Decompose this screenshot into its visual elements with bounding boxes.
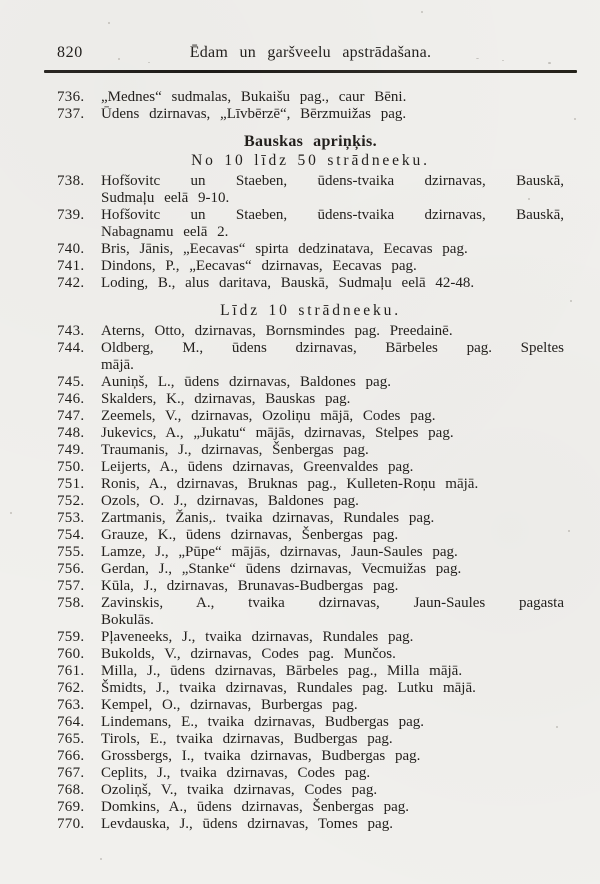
directory-entry bbox=[57, 459, 564, 476]
worker-count-heading: No 10 līdz 50 strādneeku. bbox=[191, 152, 430, 169]
entry-text-line: Hofšovitc un Staeben, ūdens-tvaika dzirnavas, Bauskā, bbox=[101, 173, 564, 189]
directory-entry bbox=[57, 408, 564, 425]
paper-speck bbox=[574, 118, 576, 120]
entry-text-line: Oldberg, M., ūdens dzirnavas, Bārbeles pag. Speltes bbox=[101, 340, 564, 356]
entry-text-line: Loding, B., alus daritava, Bauskā, Sudmaļu eelā 42-48. bbox=[101, 275, 475, 291]
directory-entry bbox=[57, 527, 564, 544]
entry-number: 736. bbox=[57, 89, 85, 105]
entry-text-line: Kūla, J., dzirnavas, Brunavas-Budbergas pag. bbox=[101, 578, 399, 594]
entry-text bbox=[101, 595, 564, 629]
directory-entry bbox=[57, 323, 564, 340]
entry-number: 760. bbox=[57, 646, 85, 662]
entry-text bbox=[101, 663, 564, 680]
entry-text bbox=[101, 442, 564, 459]
entry-text bbox=[101, 173, 564, 207]
paper-speck bbox=[100, 858, 102, 860]
entry-number: 744. bbox=[57, 340, 85, 356]
page-number: 820 bbox=[57, 44, 83, 61]
entry-text-line: Bukolds, V., dzirnavas, Codes pag. Munčos. bbox=[101, 646, 396, 662]
directory-entry bbox=[57, 561, 564, 578]
entry-number: 750. bbox=[57, 459, 85, 475]
directory-entry bbox=[57, 275, 564, 292]
directory-entry bbox=[57, 578, 564, 595]
entry-number: 753. bbox=[57, 510, 85, 526]
entry-text-line: Bris, Jānis, „Eecavas“ spirta dedzinatava, Eecavas pag. bbox=[101, 241, 468, 257]
entry-number: 752. bbox=[57, 493, 85, 509]
directory-entry bbox=[57, 258, 564, 275]
directory-entry bbox=[57, 207, 564, 241]
directory-entry bbox=[57, 544, 564, 561]
entry-number: 757. bbox=[57, 578, 85, 594]
running-header bbox=[57, 44, 564, 65]
entry-number: 751. bbox=[57, 476, 85, 492]
entry-text-line: Pļaveneeks, J., tvaika dzirnavas, Rundales pag. bbox=[101, 629, 414, 645]
entry-text-line: Bokulās. bbox=[101, 612, 154, 628]
directory-entry bbox=[57, 374, 564, 391]
header-rule bbox=[44, 70, 577, 73]
directory-entry bbox=[57, 425, 564, 442]
entry-number: 764. bbox=[57, 714, 85, 730]
entry-text-line: Traumanis, J., dzirnavas, Šenbergas pag. bbox=[101, 442, 369, 458]
entry-text bbox=[101, 561, 564, 578]
entry-text-line: Gerdan, J., „Stanke“ ūdens dzirnavas, Vecmuižas pag. bbox=[101, 561, 462, 577]
entry-text-line: Aterns, Otto, dzirnavas, Bornsmindes pag. Preedainē. bbox=[101, 323, 453, 339]
directory-entry bbox=[57, 697, 564, 714]
entry-text-line: Lamze, J., „Pūpe“ mājās, dzirnavas, Jaun-Saules pag. bbox=[101, 544, 458, 560]
directory-entry bbox=[57, 680, 564, 697]
directory-entry bbox=[57, 663, 564, 680]
directory-entry bbox=[57, 476, 564, 493]
entry-text-line: Nabagnamu eelā 2. bbox=[101, 224, 229, 240]
entry-number: 766. bbox=[57, 748, 85, 764]
entry-text bbox=[101, 816, 564, 833]
entry-text bbox=[101, 408, 564, 425]
entry-text bbox=[101, 374, 564, 391]
entry-number: 746. bbox=[57, 391, 85, 407]
entry-text-line: Zeemels, V., dzirnavas, Ozoliņu mājā, Codes pag. bbox=[101, 408, 436, 424]
entry-number: 748. bbox=[57, 425, 85, 441]
entry-number: 749. bbox=[57, 442, 85, 458]
entry-text-line: Zartmanis, Žanis,. tvaika dzirnavas, Rundales pag. bbox=[101, 510, 435, 526]
entry-number: 747. bbox=[57, 408, 85, 424]
entry-text bbox=[101, 425, 564, 442]
entry-text bbox=[101, 697, 564, 714]
leading-entries-list bbox=[57, 89, 564, 123]
entry-text bbox=[101, 340, 564, 374]
entry-text bbox=[101, 544, 564, 561]
entry-text-line: Šmidts, J., tvaika dzirnavas, Rundales pag. Lutku mājā. bbox=[101, 680, 476, 696]
entry-text bbox=[101, 680, 564, 697]
entry-text bbox=[101, 782, 564, 799]
paper-speck bbox=[568, 530, 570, 532]
entry-text-line: Tirols, E., tvaika dzirnavas, Budbergas pag. bbox=[101, 731, 393, 747]
entry-text-line: Skalders, K., dzirnavas, Bauskas pag. bbox=[101, 391, 351, 407]
directory-entry bbox=[57, 765, 564, 782]
entry-text bbox=[101, 799, 564, 816]
entry-number: 756. bbox=[57, 561, 85, 577]
entry-number: 740. bbox=[57, 241, 85, 257]
district-title: Bauskas apriņķis. bbox=[244, 133, 377, 150]
directory-entry bbox=[57, 106, 564, 123]
paper-speck bbox=[108, 22, 110, 24]
entry-text bbox=[101, 714, 564, 731]
worker-count-group bbox=[57, 301, 564, 833]
entry-text bbox=[101, 493, 564, 510]
entry-text bbox=[101, 258, 564, 275]
worker-count-heading: Līdz 10 strādneeku. bbox=[220, 302, 401, 319]
entry-text-line: Leijerts, A., ūdens dzirnavas, Greenvaldes pag. bbox=[101, 459, 414, 475]
entry-text bbox=[101, 241, 564, 258]
entry-text-line: Ūdens dzirnavas, „Līvbērzē“, Bērzmuižas pag. bbox=[101, 106, 407, 122]
worker-count-group bbox=[57, 151, 564, 292]
entry-text bbox=[101, 89, 564, 106]
paper-speck bbox=[556, 726, 558, 728]
directory-entry bbox=[57, 748, 564, 765]
entry-text-line: Ozoliņš, V., tvaika dzirnavas, Codes pag. bbox=[101, 782, 378, 798]
directory-entry bbox=[57, 89, 564, 106]
directory-entry bbox=[57, 391, 564, 408]
entry-number: 759. bbox=[57, 629, 85, 645]
entry-text-line: Ronis, A., dzirnavas, Bruknas pag., Kulleten-Roņu mājā. bbox=[101, 476, 479, 492]
paper-speck bbox=[570, 300, 572, 302]
entry-text-line: Ozols, O. J., dzirnavas, Baldones pag. bbox=[101, 493, 359, 509]
paper-speck bbox=[10, 512, 12, 514]
paper-speck bbox=[118, 58, 120, 60]
entry-text bbox=[101, 578, 564, 595]
entry-text bbox=[101, 731, 564, 748]
entry-text bbox=[101, 275, 564, 292]
entry-text-line: Zavinskis, A., tvaika dzirnavas, Jaun-Saules pagasta bbox=[101, 595, 564, 611]
directory-entry bbox=[57, 782, 564, 799]
entry-number: 768. bbox=[57, 782, 85, 798]
entries-list bbox=[57, 173, 564, 292]
entry-number: 741. bbox=[57, 258, 85, 274]
directory-entry bbox=[57, 646, 564, 663]
entry-text bbox=[101, 765, 564, 782]
paper-speck bbox=[421, 11, 423, 13]
entry-text bbox=[101, 391, 564, 408]
directory-entry bbox=[57, 510, 564, 527]
entry-number: 761. bbox=[57, 663, 85, 679]
entry-text-line: Domkins, A., ūdens dzirnavas, Šenbergas pag. bbox=[101, 799, 410, 815]
directory-entry bbox=[57, 731, 564, 748]
entry-number: 763. bbox=[57, 697, 85, 713]
entry-text-line: Lindemans, E., tvaika dzirnavas, Budbergas pag. bbox=[101, 714, 424, 730]
entry-number: 742. bbox=[57, 275, 85, 291]
entry-number: 767. bbox=[57, 765, 85, 781]
entry-text-line: Grossbergs, I., tvaika dzirnavas, Budbergas pag. bbox=[101, 748, 421, 764]
entry-text-line: Ceplits, J., tvaika dzirnavas, Codes pag. bbox=[101, 765, 371, 781]
entry-number: 755. bbox=[57, 544, 85, 560]
directory-entry bbox=[57, 799, 564, 816]
entry-number: 765. bbox=[57, 731, 85, 747]
paper-speck bbox=[528, 198, 530, 200]
entry-text-line: Auniņš, L., ūdens dzirnavas, Baldones pag. bbox=[101, 374, 391, 390]
paper-speck bbox=[476, 58, 479, 59]
entry-number: 754. bbox=[57, 527, 85, 543]
entry-text bbox=[101, 629, 564, 646]
district-groups bbox=[57, 151, 564, 833]
directory-entry bbox=[57, 173, 564, 207]
directory-entry bbox=[57, 629, 564, 646]
entry-number: 738. bbox=[57, 173, 85, 189]
directory-entry bbox=[57, 442, 564, 459]
entry-number: 745. bbox=[57, 374, 85, 390]
entry-text bbox=[101, 646, 564, 663]
entry-number: 769. bbox=[57, 799, 85, 815]
entry-text-line: Milla, J., ūdens dzirnavas, Bārbeles pag., Milla mājā. bbox=[101, 663, 463, 679]
page-title: Ēdam un garšveelu apstrādašana. bbox=[189, 44, 432, 61]
entry-text-line: „Mednes“ sudmalas, Bukaišu pag., caur Bēni. bbox=[101, 89, 407, 105]
entry-number: 762. bbox=[57, 680, 85, 696]
directory-entry bbox=[57, 595, 564, 629]
entries-list bbox=[57, 323, 564, 833]
entry-text bbox=[101, 510, 564, 527]
entry-number: 758. bbox=[57, 595, 85, 611]
entry-number: 737. bbox=[57, 106, 85, 122]
entry-text-line: mājā. bbox=[101, 357, 134, 373]
entry-text-line: Grauze, K., ūdens dzirnavas, Šenbergas pag. bbox=[101, 527, 399, 543]
entry-text-line: Hofšovitc un Staeben, ūdens-tvaika dzirnavas, Bauskā, bbox=[101, 207, 564, 223]
entry-text bbox=[101, 106, 564, 123]
entry-number: 743. bbox=[57, 323, 85, 339]
entry-text-line: Levdauska, J., ūdens dzirnavas, Tomes pag. bbox=[101, 816, 393, 832]
entry-text bbox=[101, 748, 564, 765]
paper-speck bbox=[548, 62, 551, 64]
entry-text bbox=[101, 323, 564, 340]
entry-text bbox=[101, 476, 564, 493]
paper-speck bbox=[502, 60, 504, 61]
directory-entry bbox=[57, 816, 564, 833]
entry-text bbox=[101, 527, 564, 544]
paper-speck bbox=[148, 62, 150, 63]
entry-text-line: Kempel, O., dzirnavas, Burbergas pag. bbox=[101, 697, 358, 713]
entry-text bbox=[101, 459, 564, 476]
directory-entry bbox=[57, 714, 564, 731]
entry-text-line: Sudmaļu eelā 9-10. bbox=[101, 190, 230, 206]
page-content bbox=[57, 44, 564, 833]
entry-text-line: Jukevics, A., „Jukatu“ mājās, dzirnavas, Stelpes pag. bbox=[101, 425, 454, 441]
entry-text bbox=[101, 207, 564, 241]
directory-entry bbox=[57, 340, 564, 374]
directory-entry bbox=[57, 493, 564, 510]
entry-number: 739. bbox=[57, 207, 85, 223]
entry-number: 770. bbox=[57, 816, 85, 832]
entry-text-line: Dindons, P., „Eecavas“ dzirnavas, Eecavas pag. bbox=[101, 258, 417, 274]
directory-entry bbox=[57, 241, 564, 258]
